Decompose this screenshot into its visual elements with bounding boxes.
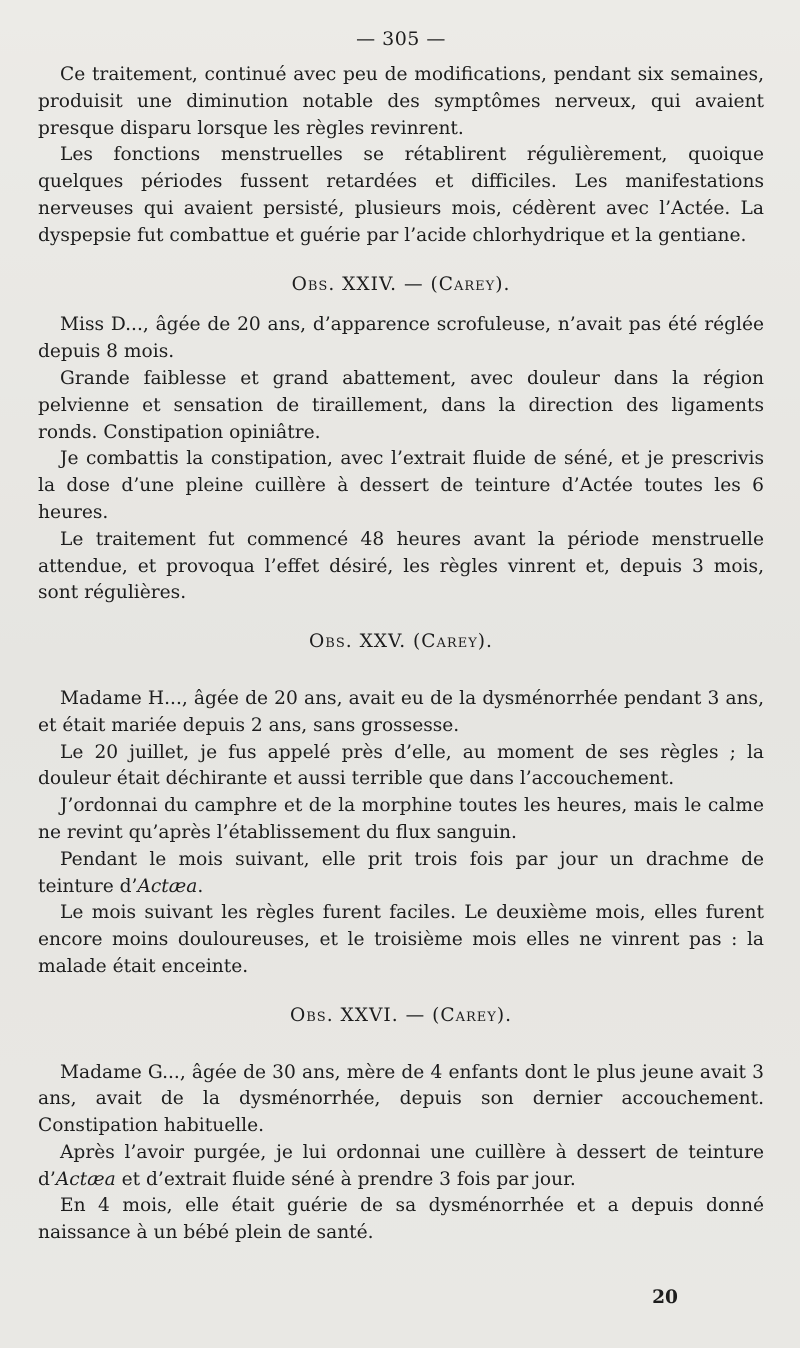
paragraph: Le mois suivant les règles furent faciles. Le deuxième mois, elles furent encore moins douloureuses, et le troisième mois elles ne vinrent pas : la malade était enceinte. [38, 902, 764, 977]
observation-heading: Obs. XXV. (Carey). [309, 631, 493, 653]
paragraph: Le 20 juillet, je fus appelé près d’elle, au moment de ses règles ; la douleur était déchirante et aussi terrible que dans l’accouchement. [38, 741, 764, 790]
observation-heading: Obs. XXVI. — (Carey). [290, 1004, 512, 1026]
text-run: Pendant le mois suivant, elle prit trois fois par jour un drachme de teinture d’ [38, 848, 764, 897]
paragraph [38, 847, 764, 901]
paragraph [38, 1140, 764, 1194]
signature-mark: 20 [652, 1287, 678, 1308]
paragraph: J’ordonnai du camphre et de la morphine toutes les heures, mais le calme ne revint qu’après l’établissement du flux sanguin. [38, 795, 764, 843]
observation-heading: Obs. XXIV. — (Carey). [291, 273, 511, 295]
paragraph: Grande faiblesse et grand abattement, avec douleur dans la région pelvienne et sensation de tiraillement, dans la direction des ligaments ronds. Constipation opiniâtre. [38, 367, 764, 443]
page-number: — 305 — [356, 28, 446, 50]
paragraph: Les fonctions menstruelles se rétablirent régulièrement, quoique quelques périodes fussent retardées et difficiles. Les manifestations nerveuses qui avaient persisté, plusieurs mois, cédèrent avec l’Actée. La dyspepsie fut combattue et guérie par l’acide chlorhydrique et la gentiane. [38, 144, 764, 246]
paragraph: Le traitement fut commencé 48 heures avant la période menstruelle attendue, et provoqua l’effet désiré, les règles vinrent et, depuis 3 mois, sont régulières. [38, 528, 764, 604]
paragraph: Je combattis la constipation, avec l’extrait fluide de séné, et je prescrivis la dose d’une pleine cuillère à dessert de teinture d’Actée toutes les 6 heures. [38, 448, 764, 523]
paragraph: En 4 mois, elle était guérie de sa dysménorrhée et a depuis donné naissance à un bébé plein de santé. [38, 1195, 764, 1244]
italic-term: Actæa [137, 875, 198, 897]
paragraph: Madame H..., âgée de 20 ans, avait eu de la dysménorrhée pendant 3 ans, et était mariée depuis 2 ans, sans grossesse. [38, 687, 764, 736]
text-run: . [197, 875, 204, 897]
text-run: Après l’avoir purgée, je lui ordonnai une cuillère à dessert de teinture d’ [38, 1141, 764, 1190]
text-run: et d’extrait fluide séné à prendre 3 fois par jour. [115, 1168, 576, 1190]
paragraph: Madame G..., âgée de 30 ans, mère de 4 enfants dont le plus jeune avait 3 ans, avait de la dysménorrhée, depuis son dernier accouchement. Constipation habituelle. [38, 1061, 764, 1137]
paragraph: Ce traitement, continué avec peu de modifications, pendant six semaines, produisit une diminution notable des symptômes nerveux, qui avaient presque disparu lorsque les règles revinrent. [38, 64, 764, 139]
paragraph: Miss D..., âgée de 20 ans, d’apparence scrofuleuse, n’avait pas été réglée depuis 8 mois. [38, 314, 764, 363]
italic-term: Actæa [55, 1168, 116, 1190]
